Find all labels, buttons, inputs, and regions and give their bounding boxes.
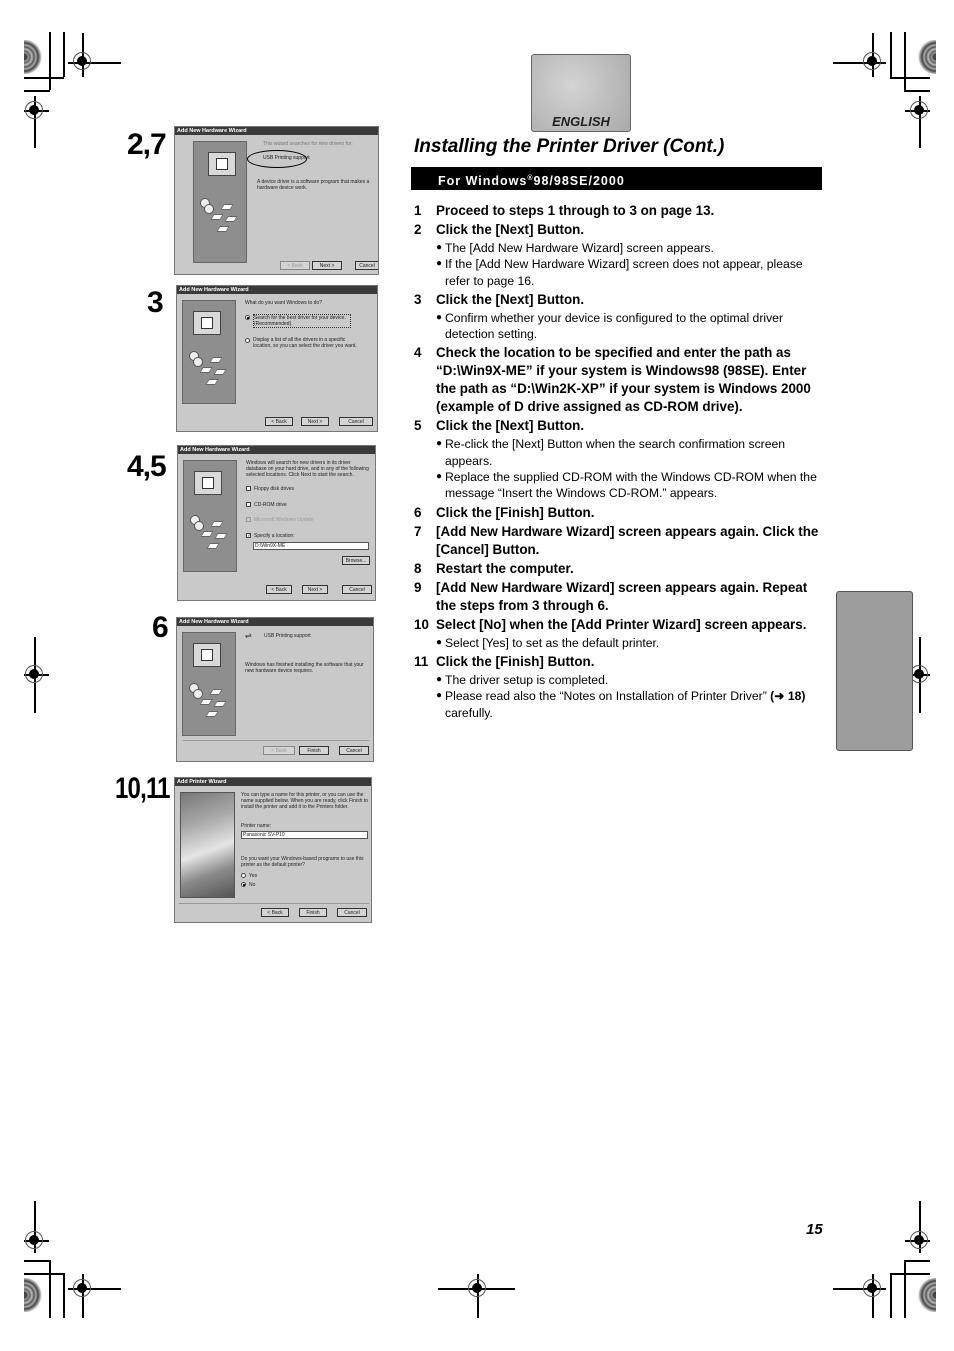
figure-label: 6 (152, 611, 168, 644)
figure-label: 3 (147, 286, 163, 319)
usb-icon: ⇌ (245, 631, 252, 640)
next-button: Next > (312, 261, 342, 270)
highlight-oval (247, 150, 307, 168)
add-hardware-wizard-screenshot: Add New Hardware Wizard What do you want Windows to do? Search for the best driver for your device. (Recommended). Display a list of all the drivers in a specific location, so you can select the driver you want. < Back Next > Cancel (176, 285, 378, 432)
step-item: 6 Click the [Finish] Button. (414, 504, 595, 520)
step-item: 9 [Add New Hardware Wizard] screen appears again. Repeat the steps from 3 through 6. (414, 579, 808, 613)
registration-mark-icon (910, 1231, 928, 1249)
device-name: USB Printing support (263, 155, 310, 161)
step-item: 1 Proceed to steps 1 through to 3 on page 13. (414, 203, 715, 218)
step-item: 10 Select [No] when the [Add Printer Wizard] screen appears. (414, 616, 807, 632)
color-rosette-icon (24, 1278, 48, 1312)
registration-mark-icon (910, 101, 928, 119)
step-note: ● Confirm whether your device is configured to the optimal driver detection setting. (436, 310, 784, 342)
add-hardware-wizard-screenshot: Add New Hardware Wizard This wizard searches for new drivers for: USB Printing support A device driver is a software program that makes a hardware device work. < Back Next > Cancel (174, 126, 379, 275)
registration-mark-icon (73, 1279, 91, 1297)
step-item: 11 Click the [Finish] Button. (414, 653, 595, 669)
step-note: ● The [Add New Hardware Wizard] screen appears. (436, 241, 714, 255)
registration-mark-icon (25, 101, 43, 119)
step-note: ● Select [Yes] to set as the default printer. (436, 635, 660, 650)
step-note: ● The driver setup is completed. (436, 672, 609, 687)
section-bar: For Windows®98/98SE/2000 (411, 167, 822, 190)
registration-mark-icon (25, 1231, 43, 1249)
page-number: 15 (806, 1221, 823, 1238)
step-item: 8 Restart the computer. (414, 560, 574, 576)
printer-photo (180, 792, 235, 898)
registration-mark-icon (25, 665, 43, 683)
printer-name-input: Panasonic SV-P10 (241, 831, 368, 839)
add-hardware-wizard-screenshot: Add New Hardware Wizard Windows will search for new drivers in its driver database on your hard drive, and in any of the following selected locations. Click Next to start the search. Floppy disk drives CD-ROM drive Microsoft Windows Update ✓ Specify a location: D:\Win9X-ME Browse... < Back Next > Cancel (177, 445, 376, 601)
step-item: 4 Check the location to be specified and enter the path as “D:\Win9X-ME” if your system is Windows98 (98SE). Enter the path as “D:\Win2K-XP” if your system is Windows 2000 (example of D drive assigned as CD-ROM drive). (414, 345, 811, 415)
wizard-illustration (183, 460, 237, 572)
registration-mark-icon (468, 1279, 486, 1297)
figure-label: 2,7 (127, 128, 166, 161)
color-rosette-icon (912, 1278, 936, 1312)
dialog-title: Add New Hardware Wizard (175, 127, 378, 135)
wizard-illustration (182, 632, 236, 736)
step-note: ● Replace the supplied CD-ROM with the Windows CD-ROM when the message “Insert the Windows CD-ROM.” appears. (436, 470, 817, 501)
language-label: ENGLISH (552, 114, 610, 129)
registration-mark-icon (73, 52, 91, 70)
step-item: 5 Click the [Next] Button. (414, 418, 585, 434)
page-reference-link: (➜ 18) (770, 689, 806, 704)
step-item: 7 [Add New Hardware Wizard] screen appears again. Click the [Cancel] Button. (414, 523, 819, 557)
figure-label: 10,11 (115, 772, 170, 805)
step-list (414, 202, 824, 721)
registration-mark-icon (863, 1279, 881, 1297)
step-note: ● Please read also the “Notes on Installation of Printer Driver” (➜ 18) carefully. (436, 689, 806, 720)
color-rosette-icon (912, 40, 936, 74)
step-note: ● Re-click the [Next] Button when the search confirmation screen appears. (436, 437, 786, 468)
side-index-tab (836, 591, 913, 751)
registration-mark-icon (863, 52, 881, 70)
cancel-button: Cancel (355, 261, 379, 270)
color-rosette-icon (24, 40, 48, 74)
add-printer-wizard-screenshot: Add Printer Wizard You can type a name for this printer, or you can use the name supplied below. When you are ready, click Finish to install the printer and add it to the Printers folder. Printer name: Panasonic SV-P10 Do you want your Windows-based programs to use this printer as the default printer? Yes No < Back Finish Cancel (174, 777, 372, 923)
language-tab (531, 54, 631, 132)
step-item: 2 Click the [Next] Button. (414, 222, 585, 237)
figure-label: 4,5 (127, 450, 166, 483)
location-input: D:\Win9X-ME (253, 542, 369, 550)
step-note: ● If the [Add New Hardware Wizard] screen does not appear, please refer to page 16. (436, 257, 803, 288)
wizard-illustration (193, 141, 247, 263)
back-button: < Back (280, 261, 310, 270)
page-title: Installing the Printer Driver (Cont.) (414, 136, 725, 157)
wizard-illustration (182, 300, 236, 404)
add-hardware-wizard-screenshot: Add New Hardware Wizard ⇌ USB Printing support Windows has finished installing the software that your new hardware device requires. < Back Finish Cancel (176, 617, 374, 762)
step-item: 3 Click the [Next] Button. (414, 291, 585, 307)
